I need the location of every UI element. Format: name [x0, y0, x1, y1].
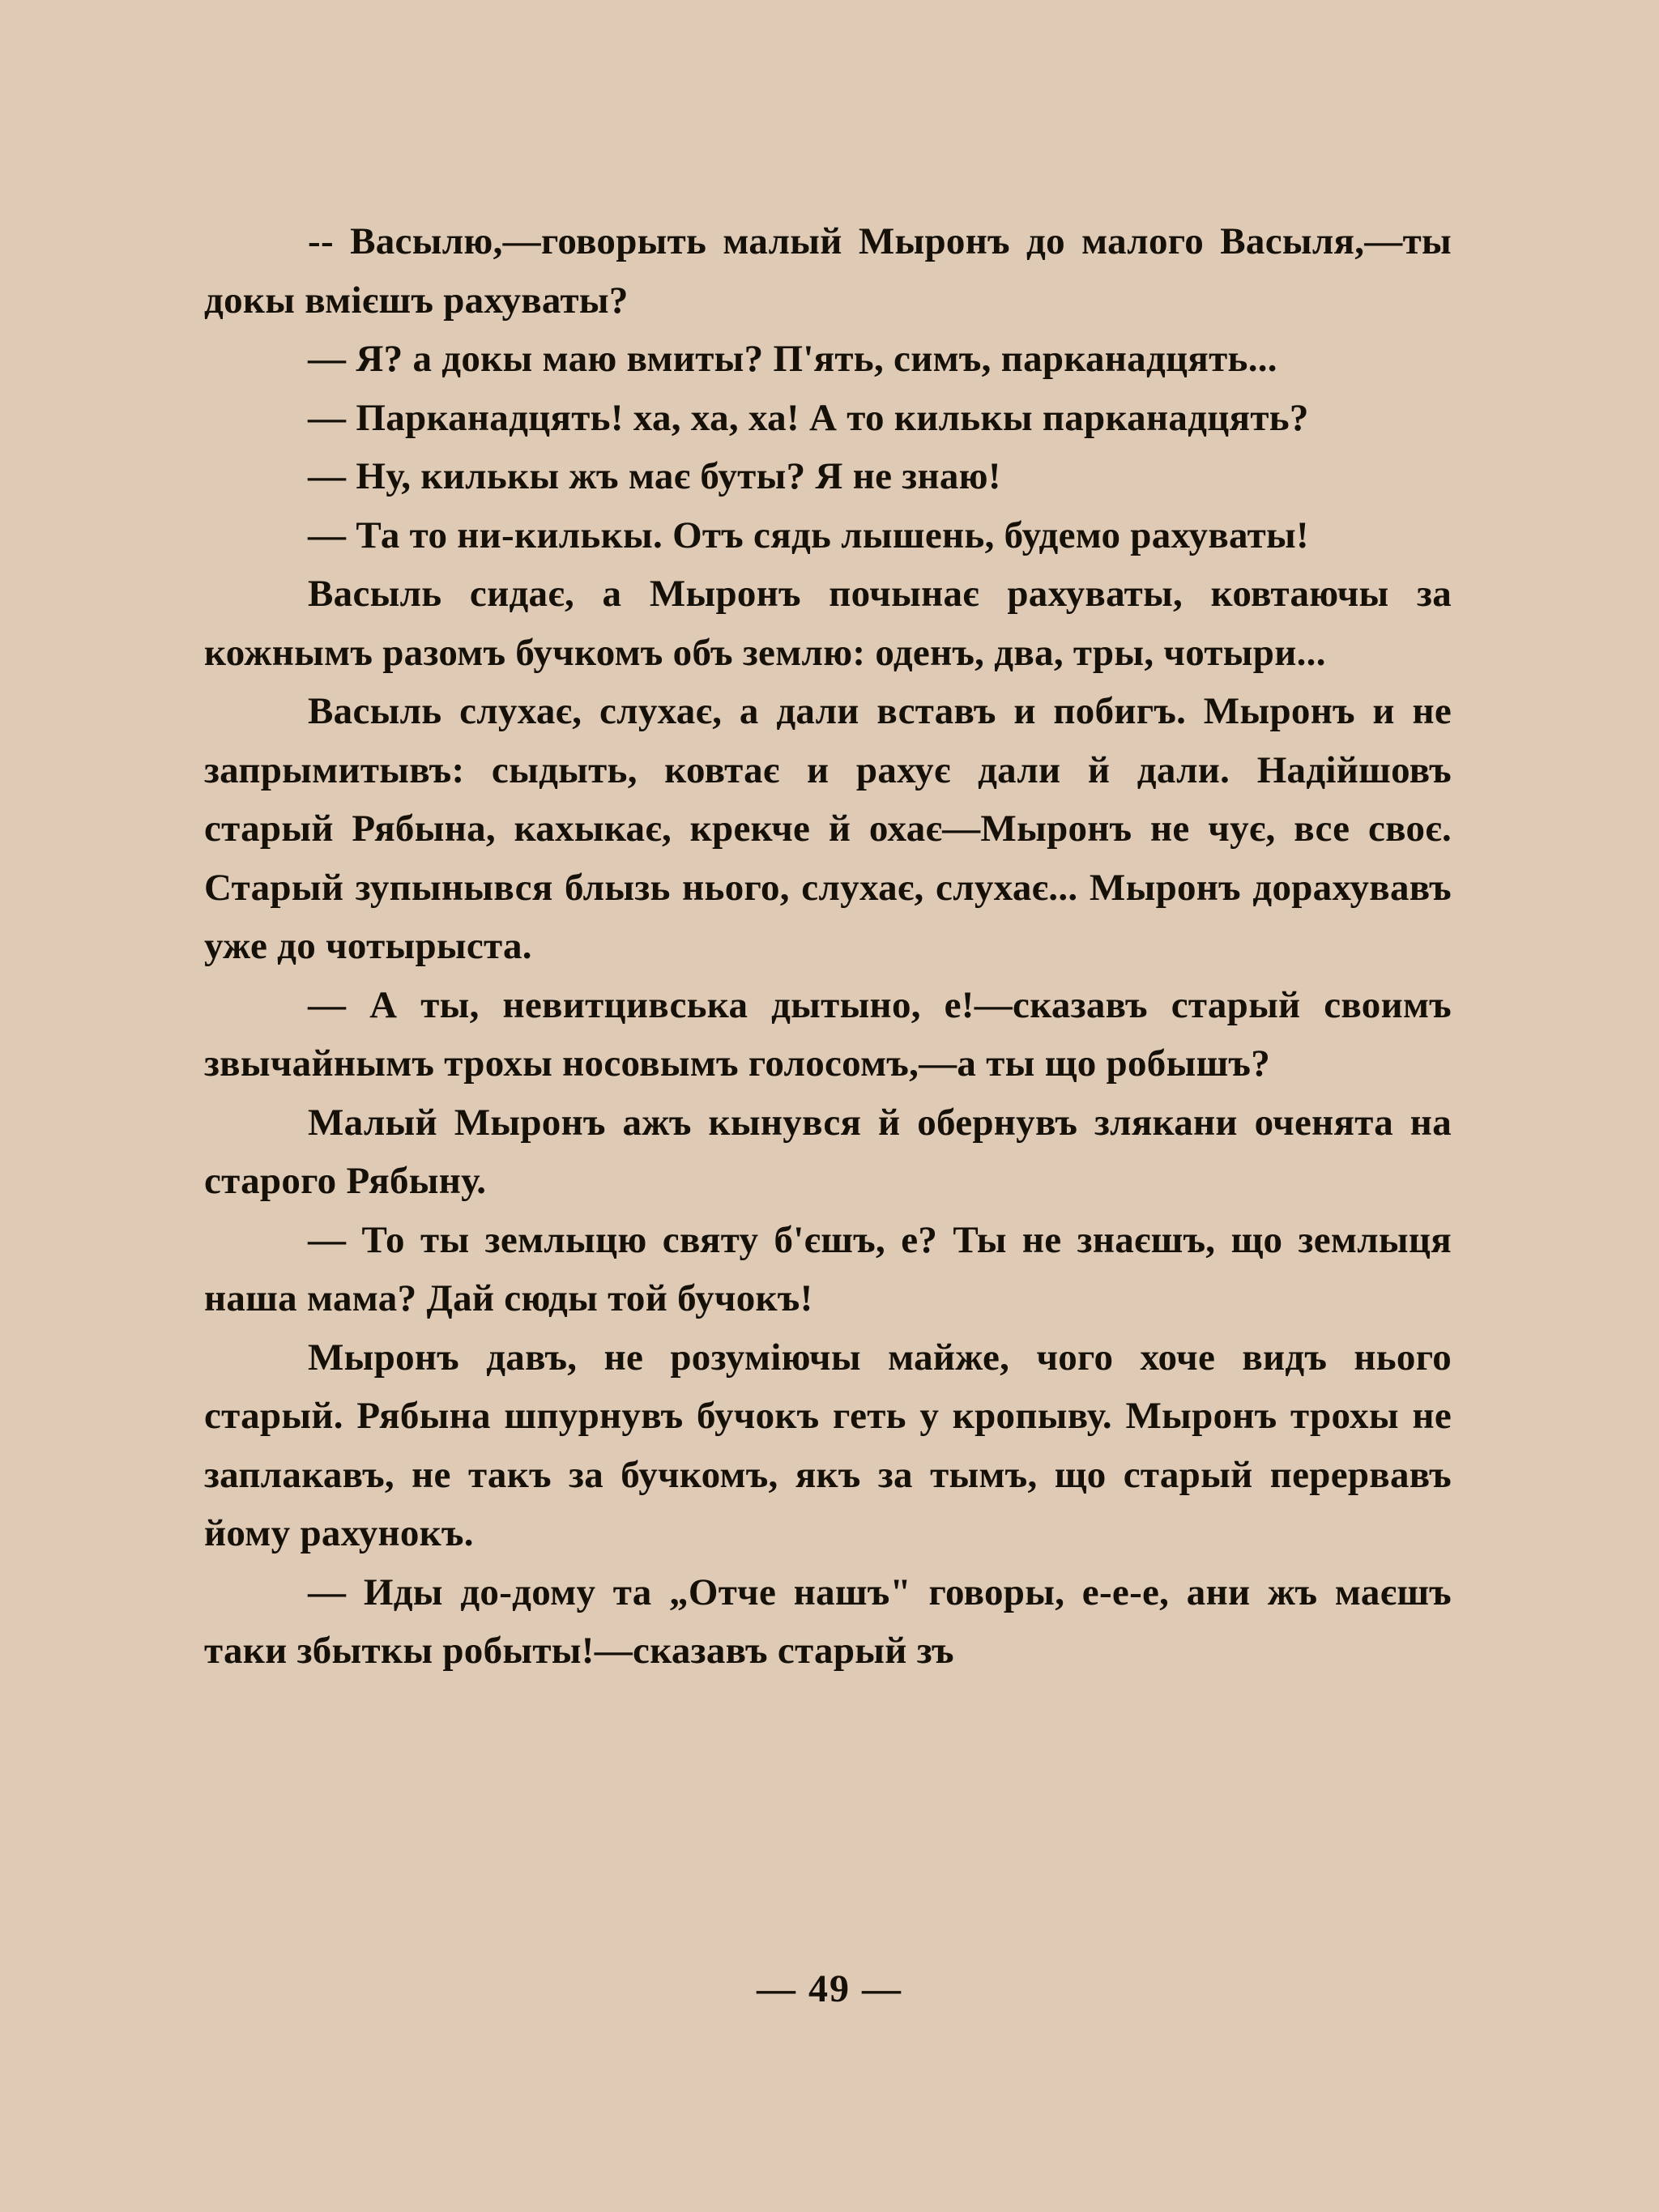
paragraph: — Ну, килькы жъ має буты? Я не знаю! [308, 455, 1001, 497]
paragraph: — Иды до-дому та „Отче нашъ" говоры, е-е-е, ани жъ маєшъ таки збыткы робыты!—сказавъ старый зъ [204, 1571, 1452, 1672]
paragraph: Васыль слухає, слухає, а дали вставъ и побигъ. Мыронъ и не запрымитывъ: сыдыть, ковтає и рахує дали й дали. Надійшовъ старый Рябына, кахыкає, крекче й охає—Мыронъ не чує, все своє. Старый зупынывся блызь нього, слухає, слухає... Мыронъ дорахувавъ уже до чотырыста. [204, 690, 1452, 967]
paragraph: — А ты, невитцивська дытыно, е!—сказавъ старый своимъ звычайнымъ трохы носовымъ голосомъ,—а ты що робышъ? [204, 983, 1452, 1085]
paragraph: — Та то ни-килькы. Отъ сядь лышень, будемо рахуваты! [308, 514, 1309, 556]
page-text [204, 212, 1452, 1681]
paragraph: — То ты землыцю святу б'єшъ, е? Ты не знаєшъ, що землыця наша мама? Дай сюды той бучокъ! [204, 1218, 1452, 1319]
paragraph: Мыронъ давъ, не розуміючы майже, чого хоче видъ нього старый. Рябына шпурнувъ бучокъ геть у кропыву. Мыронъ трохы не заплакавъ, не такъ за бучкомъ, якъ за тымъ, що старый перервавъ йому рахунокъ. [204, 1336, 1452, 1554]
paragraph: — Я? а докы маю вмиты? П'ять, симъ, парканадцять... [308, 338, 1277, 380]
paragraph: -- Васылю,—говорыть малый Мыронъ до малого Васыля,—ты докы вмієшъ рахуваты? [204, 220, 1452, 322]
paragraph: — Парканадцять! ха, ха, ха! А то килькы парканадцять? [308, 396, 1309, 439]
paragraph: Васыль сидає, а Мыронъ почынає рахуваты, ковтаючы за кожнымъ разомъ бучкомъ объ землю: оденъ, два, тры, чотыри... [204, 573, 1452, 674]
paragraph: Малый Мыронъ ажъ кынувся й обернувъ злякани оченята на старого Рябыну. [204, 1101, 1452, 1202]
page-number: — 49 — [757, 1967, 902, 2010]
